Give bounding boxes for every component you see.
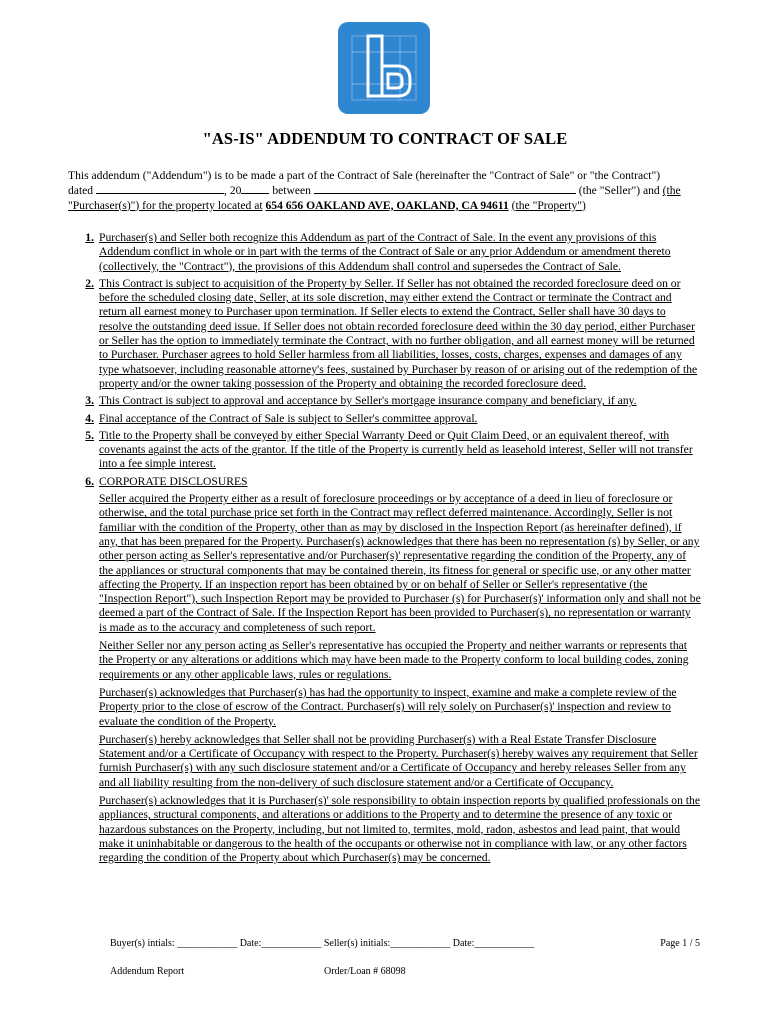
clause-number: 5. (85, 428, 94, 442)
intro-line-2 (68, 183, 688, 198)
clause-heading: CORPORATE DISCLOSURES (99, 474, 248, 488)
year-prefix: , 20 (224, 184, 242, 198)
logo-letter-icon (338, 22, 430, 114)
clause-item (72, 231, 701, 274)
dated-label: dated (68, 184, 94, 198)
seller-blank-field[interactable] (314, 183, 576, 194)
page-number: Page 1 / 5 (660, 938, 700, 949)
purchaser-label: "Purchaser(s)") for the property located at (68, 198, 263, 212)
disclosure-paragraph: Neither Seller nor any person acting as Seller's representative has occupied the Property and neither warrants or represents that the Property or any alterations or additions which may have been made to the Property conform to local building codes, zoning requirements or any other applicable laws, rules or regulations. (99, 639, 689, 681)
the-label: (the (662, 184, 681, 198)
clause-number: 4. (85, 411, 94, 425)
clause-text: Purchaser(s) and Seller both recognize this Addendum as part of the Contract of Sale. In the event any provisions of this Addendum conflict in whole or in part with the terms of the Contract of Sale or any prior Addendum or amendment thereto (collectively, the "Contract"), the provisions of this Addendum shall control and supersedes the Contract of Sale. (99, 231, 671, 273)
intro-line-1: This addendum ("Addendum") is to be made a part of the Contract of Sale (hereinafter the "Contract of Sale" or "the Contract") (68, 169, 661, 182)
footer-initials-row (110, 938, 700, 949)
document-title: "AS-IS" ADDENDUM TO CONTRACT OF SALE (202, 129, 568, 148)
company-logo (338, 22, 430, 114)
disclosure-paragraph: Seller acquired the Property either as a result of foreclosure proceedings or by acceptance of a deed in lieu of foreclosure or otherwise, and the total purchase price set forth in the Contract may reflect deferred maintenance. Accordingly, Seller is not familiar with the condition of the Property, other than as may by disclosed in the Inspection Report (as hereinafter defined), if any, that has been prepared for the Property. Purchaser(s) acknowledges that there has been no representation (s) by Seller, or any other person acting as Seller's representative and/or Purchaser(s)' representative regarding the condition of the Property, any of the appliances or structural components that may be contained therein, its fitness for general or specific use, or any other matter affecting the Property. If an inspection report has been obtained by or on behalf of Seller or Seller's representative (the "Inspection Report"), such Inspection Report may be provided to Purchaser (s) for Purchaser(s)' information only and shall not be deemed a part of the Contract of Sale. If the Inspection Report has been provided to Purchaser(s), no representation or warranty is made as to the accuracy and completeness of such report. (99, 492, 701, 634)
disclosure-paragraph: Purchaser(s) acknowledges that Purchaser(s) has had the opportunity to inspect, examine and make a complete review of the Property prior to the close of escrow of the Contract. Purchaser(s) will rely solely on Purchaser(s)' inspection and review to evaluate the condition of the Property. (99, 685, 677, 728)
clause-text: Final acceptance of the Contract of Sale is subject to Seller's committee approval. (99, 411, 478, 425)
clause-number: 3. (85, 394, 94, 408)
footer-report-row (110, 966, 700, 977)
clauses-list (72, 231, 701, 869)
clause-item (72, 475, 701, 489)
clause-item (72, 412, 701, 426)
date-blank-field[interactable] (96, 183, 224, 194)
report-name: Addendum Report (110, 966, 185, 977)
property-address: 654 656 OAKLAND AVE, OAKLAND, CA 94611 (265, 198, 509, 212)
clause-number: 2. (85, 276, 94, 290)
intro-paragraph (68, 169, 688, 213)
intro-line-3 (68, 199, 688, 213)
property-label: (the "Property") (511, 198, 586, 212)
order-number: Order/Loan # 68098 (324, 966, 406, 977)
between-label: between (272, 184, 311, 198)
clause-number: 1. (85, 231, 94, 244)
svg-text:b: b (374, 61, 375, 63)
clause-item (72, 429, 701, 472)
clause-item (72, 394, 701, 408)
disclosure-paragraph: Purchaser(s) acknowledges that it is Purchaser(s)' sole responsibility to obtain inspection reports by qualified professionals on the appliances, structural components, and alterations or additions to the Property and to determine the presence of any toxic or hazardous substances on the Property, including, but not limited to, termites, mold, radon, asbestos and lead paint, that would make it uninhabitable or dangerous to the health of the occupants or otherwise not in compliance with law, or any other factors regarding the condition of the Property about which Purchaser(s) may be concerned. (99, 793, 700, 865)
clause-number: 6. (85, 474, 94, 488)
disclosure-paragraph: Purchaser(s) hereby acknowledges that Seller shall not be providing Purchaser(s) with a Real Estate Transfer Disclosure Statement and/or a Certificate of Occupancy with respect to the Property. Purchaser(s) hereby waives any requirement that Seller furnish Purchaser(s) with any such disclosure statement and/or a Certificate of Occupancy and hereby releases Seller from any and all liability resulting from the non-delivery of such disclosure statement and/or a Certificate of Occupancy. (99, 732, 698, 789)
seller-label: (the "Seller") and (578, 184, 660, 198)
year-blank-field[interactable] (241, 183, 269, 194)
initials-line[interactable]: Buyer(s) intials: ____________ Date:____________ Seller(s) initials:____________ Date:____________ (110, 938, 535, 949)
clause-text: This Contract is subject to approval and acceptance by Seller's mortgage insurance company and beneficiary, if any. (99, 394, 637, 408)
clause-item (72, 277, 701, 391)
clause-text: This Contract is subject to acquisition of the Property by Seller. If Seller has not obtained the recorded foreclosure deed on or before the scheduled closing date, Seller, at its sole discretion, may either extend the Contract or terminate the Contract and return all earnest money to Purchaser upon termination. If Seller elects to extend the Contract, Seller shall have 30 days to resolve the outstanding deed issue. If Seller does not obtain recorded foreclosure deed within the 30 day period, either Purchaser or Seller has the option to immediately terminate the Contract, with no further obligation, and all earnest money will be returned to Purchaser. Purchaser agrees to hold Seller harmless from all liabilities, losses, costs, charges, expenses and damages of any type whatsoever, including reasonable attorney's fees, sustained by Purchaser by reason of or arising out of the redemption of the property and/or the owner taking possession of the Property and obtaining the recorded foreclosure deed. (99, 276, 698, 390)
clause-text: Title to the Property shall be conveyed by either Special Warranty Deed or Quit Claim Deed, or an equivalent thereof, with covenants against the acts of the grantor. If the title of the Property is currently held as leasehold interest, Seller will not transfer into a fee simple interest. (99, 428, 693, 471)
